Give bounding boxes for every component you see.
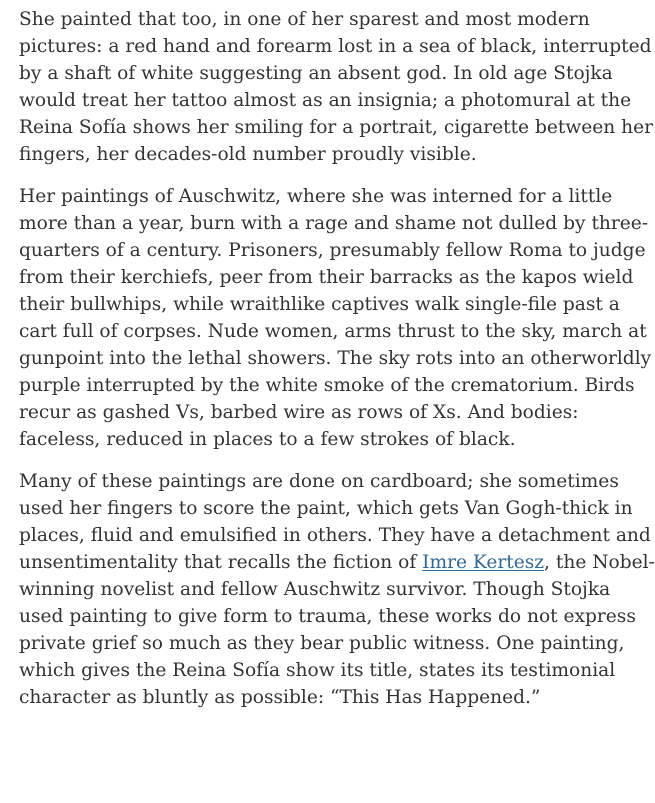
text-line: would treat her tattoo almost as an insignia; a photomural at the [19, 90, 632, 111]
text-line: quarters of a century. Prisoners, presumably fellow Roma to judge [19, 240, 646, 261]
text-line: fingers, her decades-old number proudly visible. [19, 144, 477, 165]
text-line: their bullwhips, while wraithlike captives walk single-file past a [19, 294, 620, 315]
text-line-with-link [19, 549, 655, 576]
text-line: faceless, reduced in places to a few strokes of black. [19, 429, 516, 450]
text-line: Reina Sofía shows her smiling for a portrait, cigarette between her [19, 117, 654, 138]
text-segment: , the Nobel- [544, 552, 655, 573]
article-body [19, 6, 655, 726]
text-line: purple interrupted by the white smoke of the crematorium. Birds [19, 375, 635, 396]
text-line: by a shaft of white suggesting an absent god. In old age Stojka [19, 63, 613, 84]
text-line: more than a year, burn with a rage and shame not dulled by three- [19, 213, 649, 234]
paragraph-2 [19, 183, 652, 453]
text-line: character as bluntly as possible: “This Has Happened.” [19, 687, 541, 708]
text-line: cart full of corpses. Nude women, arms thrust to the sky, march at [19, 321, 647, 342]
text-line: private grief so much as they bear public witness. One painting, [19, 633, 625, 654]
text-line: from their kerchiefs, peer from their barracks as the kapos wield [19, 267, 634, 288]
paragraph-1 [19, 6, 654, 168]
text-line: recur as gashed Vs, barbed wire as rows of Xs. And bodies: [19, 402, 579, 423]
text-line: used her fingers to score the paint, which gets Van Gogh-thick in [19, 498, 633, 519]
text-segment: unsentimentality that recalls the fiction of [19, 552, 423, 573]
text-line: winning novelist and fellow Auschwitz survivor. Though Stojka [19, 579, 611, 600]
text-line: She painted that too, in one of her sparest and most modern [19, 9, 590, 30]
text-line: used painting to give form to trauma, these works do not express [19, 606, 636, 627]
text-line: Her paintings of Auschwitz, where she was interned for a little [19, 186, 613, 207]
paragraph-3 [19, 468, 655, 711]
text-line: Many of these paintings are done on cardboard; she sometimes [19, 471, 619, 492]
imre-kertesz-link[interactable]: Imre Kertesz [422, 552, 545, 573]
text-line: gunpoint into the lethal showers. The sky rots into an otherworldly [19, 348, 652, 369]
text-line: which gives the Reina Sofía show its title, states its testimonial [19, 660, 616, 681]
text-line: places, fluid and emulsified in others. They have a detachment and [19, 525, 651, 546]
text-line: pictures: a red hand and forearm lost in a sea of black, interrupted [19, 36, 652, 57]
